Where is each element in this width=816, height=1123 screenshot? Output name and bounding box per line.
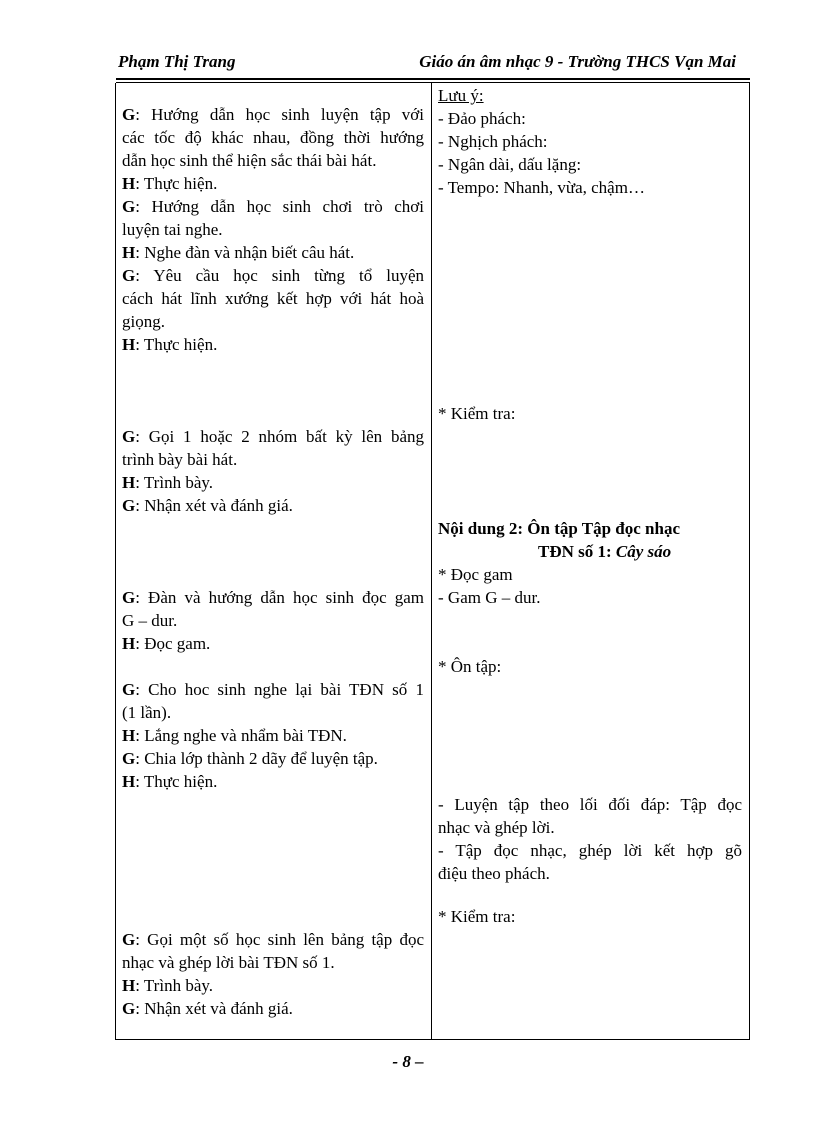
activity-line: (1 lần). [122, 703, 172, 722]
activity-line: G: Gọi một số học sinh lên bảng tập đọc [122, 930, 424, 949]
activity-line: nhạc và ghép lời bài TĐN số 1. [122, 953, 335, 972]
activity-line: luyện tai nghe. [122, 220, 223, 239]
activity-line: cách hát lĩnh xướng kết hợp với hát hoà [122, 289, 424, 308]
content-line: * Đọc gam [438, 565, 513, 584]
content-line: điệu theo phách. [438, 864, 550, 883]
content-line: - Đảo phách: [438, 109, 526, 128]
content-line: nhạc và ghép lời. [438, 818, 555, 837]
activity-line: H: Đọc gam. [122, 634, 211, 653]
column-divider [431, 83, 432, 1039]
note-title: Lưu ý: [438, 86, 484, 105]
activity-line: G – dur. [122, 611, 178, 630]
activity-line: G: Hướng dẫn học sinh chơi trò chơi [122, 197, 424, 216]
activity-line: G: Yêu cầu học sinh từng tổ luyện [122, 266, 424, 285]
activity-line: H: Trình bày. [122, 473, 214, 492]
content-line: * Ôn tập: [438, 657, 502, 676]
activity-line: dẫn học sinh thể hiện sắc thái bài hát. [122, 151, 377, 170]
section-heading: Nội dung 2: Ôn tập Tập đọc nhạc [438, 519, 681, 538]
page-number: - 8 – [392, 1052, 424, 1071]
content-line: * Kiểm tra: [438, 404, 516, 423]
activity-line: H: Thực hiện. [122, 174, 218, 193]
content-line: - Ngân dài, dấu lặng: [438, 155, 582, 174]
lesson-table [115, 83, 750, 1040]
activity-line: H: Thực hiện. [122, 772, 218, 791]
activity-line: G: Nhận xét và đánh giá. [122, 999, 293, 1018]
song-title: Cây sáo [615, 542, 672, 561]
content-line: - Luyện tập theo lối đối đáp: Tập đọc [438, 795, 742, 814]
activity-line: H: Thực hiện. [122, 335, 218, 354]
activity-line: trình bày bài hát. [122, 450, 238, 469]
content-line: - Tempo: Nhanh, vừa, chậm… [438, 178, 645, 197]
content-line: - Nghịch phách: [438, 132, 548, 151]
activity-line: các tốc độ khác nhau, đồng thời hướng [122, 128, 424, 147]
author-name: Phạm Thị Trang [118, 52, 236, 71]
activity-line: G: Đàn và hướng dẫn học sinh đọc gam [122, 588, 424, 607]
activity-line: H: Nghe đàn và nhận biết câu hát. [122, 243, 355, 262]
header-rule [116, 78, 750, 80]
course-title: Giáo án âm nhạc 9 - Trường THCS Vạn Mai [419, 52, 736, 71]
activity-line: G: Nhận xét và đánh giá. [122, 496, 293, 515]
content-line: * Kiểm tra: [438, 907, 516, 926]
section-subheading: TĐN số 1: Cây sáo [538, 542, 672, 561]
activity-line: G: Chia lớp thành 2 dãy để luyện tập. [122, 749, 378, 768]
activity-line: G: Cho hoc sinh nghe lại bài TĐN số 1 [122, 680, 424, 699]
page-header [116, 52, 748, 76]
activity-line: H: Trình bày. [122, 976, 214, 995]
activity-line: G: Hướng dẫn học sinh luyện tập với [122, 105, 424, 124]
content-line: - Gam G – dur. [438, 588, 541, 607]
activity-line: H: Lắng nghe và nhẩm bài TĐN. [122, 726, 347, 745]
content-line: - Tập đọc nhạc, ghép lời kết hợp gõ [438, 841, 742, 860]
activity-line: G: Gọi 1 hoặc 2 nhóm bất kỳ lên bảng [122, 427, 424, 446]
activity-line: giọng. [122, 312, 165, 331]
